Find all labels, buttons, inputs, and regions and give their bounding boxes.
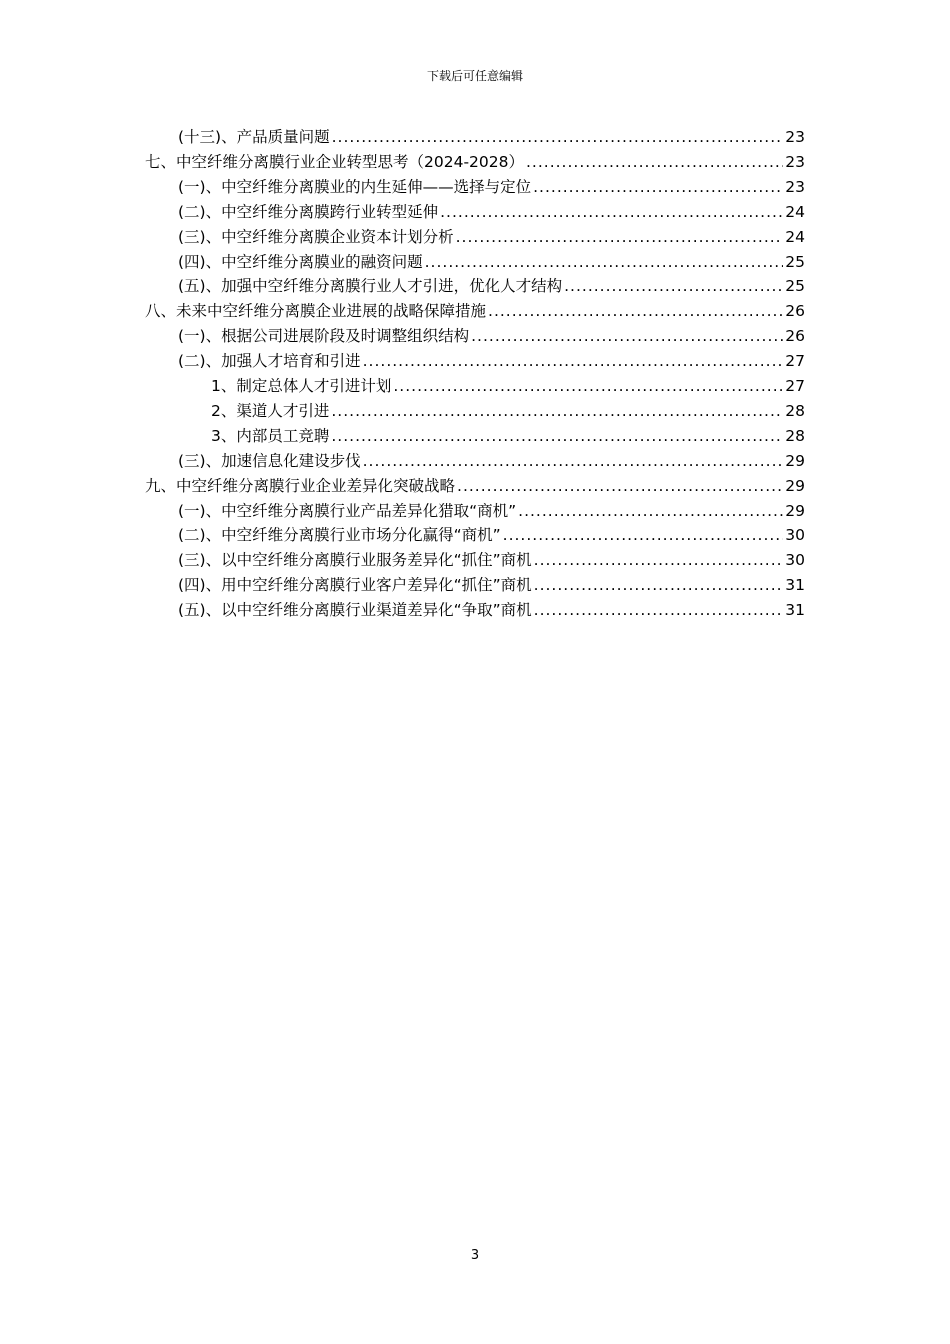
toc-entry[interactable] (145, 474, 805, 498)
toc-leader-dots (488, 299, 783, 323)
toc-entry[interactable] (211, 374, 805, 398)
toc-leader-dots (457, 474, 783, 498)
toc-entry-title: 七、中空纤维分离膜行业企业转型思考（2024-2028） (145, 153, 524, 171)
toc-entry[interactable] (178, 175, 805, 199)
toc-entry-title: (三)、以中空纤维分离膜行业服务差异化“抓住”商机 (178, 551, 532, 569)
toc-leader-dots (534, 548, 784, 572)
toc-entry-title: 1、制定总体人才引进计划 (211, 377, 392, 395)
toc-entry-page: 23 (785, 153, 805, 171)
toc-entry[interactable] (178, 523, 805, 547)
toc-entry[interactable] (145, 299, 805, 323)
toc-entry[interactable] (211, 399, 805, 423)
toc-leader-dots (526, 150, 783, 174)
toc-leader-dots (503, 523, 784, 547)
toc-entry-page: 27 (785, 352, 805, 370)
toc-entry-title: (二)、中空纤维分离膜跨行业转型延伸 (178, 203, 439, 221)
toc-leader-dots (363, 449, 784, 473)
toc-entry-title: (五)、以中空纤维分离膜行业渠道差异化“争取”商机 (178, 601, 532, 619)
toc-entry-title: (四)、用中空纤维分离膜行业客户差异化“抓住”商机 (178, 576, 532, 594)
toc-leader-dots (363, 349, 784, 373)
toc-entry-page: 28 (785, 402, 805, 420)
toc-leader-dots (331, 399, 783, 423)
toc-entry-title: (二)、加强人才培育和引进 (178, 352, 361, 370)
toc-leader-dots (425, 250, 784, 274)
toc-leader-dots (471, 324, 783, 348)
toc-entry-title: (五)、加强中空纤维分离膜行业人才引进，优化人才结构 (178, 277, 563, 295)
toc-entry-page: 29 (785, 477, 805, 495)
toc-entry-title: (一)、中空纤维分离膜行业产品差异化猎取“商机” (178, 502, 517, 520)
toc-entry[interactable] (178, 499, 805, 523)
toc-leader-dots (440, 200, 783, 224)
toc-leader-dots (393, 374, 783, 398)
toc-entry-page: 26 (785, 302, 805, 320)
toc-entry-page: 23 (785, 128, 805, 146)
toc-entry-title: (十三)、产品质量问题 (178, 128, 330, 146)
toc-entry-page: 30 (785, 551, 805, 569)
toc-entry-title: (三)、加速信息化建设步伐 (178, 452, 361, 470)
toc-entry-page: 28 (785, 427, 805, 445)
toc-leader-dots (332, 125, 784, 149)
toc-entry[interactable] (178, 250, 805, 274)
toc-entry[interactable] (178, 225, 805, 249)
toc-entry-page: 23 (785, 178, 805, 196)
toc-leader-dots (331, 424, 783, 448)
toc-entry-page: 30 (785, 526, 805, 544)
toc-entry-title: (四)、中空纤维分离膜业的融资问题 (178, 253, 423, 271)
toc-entry[interactable] (211, 424, 805, 448)
toc-entry-title: 3、内部员工竞聘 (211, 427, 330, 445)
toc-entry[interactable] (178, 548, 805, 572)
toc-entry-title: (二)、中空纤维分离膜行业市场分化赢得“商机” (178, 526, 501, 544)
toc-entry[interactable] (145, 150, 805, 174)
toc-entry[interactable] (178, 274, 805, 298)
toc-entry-title: 八、未来中空纤维分离膜企业进展的战略保障措施 (145, 302, 487, 320)
toc-entry[interactable] (178, 324, 805, 348)
toc-entry-title: (三)、中空纤维分离膜企业资本计划分析 (178, 228, 454, 246)
toc-entry-title: (一)、根据公司进展阶段及时调整组织结构 (178, 327, 470, 345)
toc-leader-dots (564, 274, 783, 298)
toc-entry[interactable] (178, 573, 805, 597)
toc-leader-dots (456, 225, 784, 249)
page-number: 3 (470, 1248, 480, 1263)
toc-entry[interactable] (178, 449, 805, 473)
toc-leader-dots (534, 573, 784, 597)
toc-entry[interactable] (178, 349, 805, 373)
toc-leader-dots (518, 499, 783, 523)
toc-entry[interactable] (178, 125, 805, 149)
toc-entry-title: (一)、中空纤维分离膜业的内生延伸——选择与定位 (178, 178, 532, 196)
toc-entry[interactable] (178, 200, 805, 224)
toc-entry-page: 24 (785, 203, 805, 221)
toc-entry-page: 29 (785, 452, 805, 470)
page-header: 下载后可任意编辑 (426, 69, 523, 83)
toc-leader-dots (534, 598, 784, 622)
toc-entry-page: 31 (785, 576, 805, 594)
toc-leader-dots (533, 175, 783, 199)
toc-entry-title: 九、中空纤维分离膜行业企业差异化突破战略 (145, 477, 456, 495)
toc-entry-page: 27 (785, 377, 805, 395)
toc-entry[interactable] (178, 598, 805, 622)
toc-entry-page: 31 (785, 601, 805, 619)
toc-entry-title: 2、渠道人才引进 (211, 402, 330, 420)
toc-entry-page: 25 (785, 253, 805, 271)
toc-entry-page: 25 (785, 277, 805, 295)
toc-entry-page: 26 (785, 327, 805, 345)
toc-entry-page: 29 (785, 502, 805, 520)
toc-entry-page: 24 (785, 228, 805, 246)
